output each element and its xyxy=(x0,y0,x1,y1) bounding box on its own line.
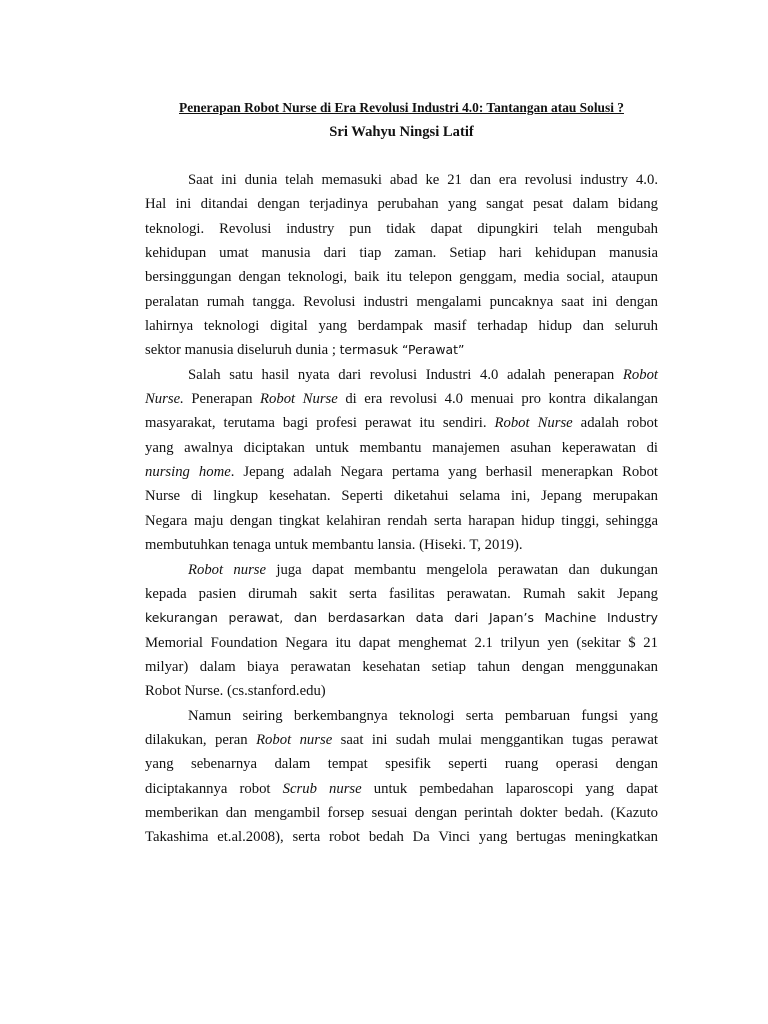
text-line: Nurse. Penerapan Robot Nurse di era revolusi 4.0 menuai pro kontra dikalangan xyxy=(145,391,658,408)
text-line: masyarakat, terutama bagi profesi perawat itu sendiri. Robot Nurse adalah robot xyxy=(145,415,658,432)
text-line: Hal ini ditandai dengan terjadinya perubahan yang sangat pesat dalam bidang xyxy=(145,196,658,213)
text-line: kekurangan perawat, dan berdasarkan data dari Japan’s Machine Industry xyxy=(145,610,658,626)
text-line: diciptakannya robot Scrub nurse untuk pembedahan laparoscopi yang dapat xyxy=(145,780,659,797)
document-page xyxy=(145,98,658,850)
document-title: Penerapan Robot Nurse di Era Revolusi Industri 4.0: Tantangan atau Solusi ? xyxy=(179,100,624,115)
spacer xyxy=(145,142,658,168)
text-line: yang sebenarnya dalam tempat spesifik seperti ruang operasi dengan xyxy=(145,756,658,773)
text-line: bersinggungan dengan teknologi, baik itu telepon genggam, media social, ataupun xyxy=(145,269,658,286)
paragraph-1 xyxy=(145,168,658,363)
text-line: milyar) dalam biaya perawatan kesehatan setiap tahun dengan menggunakan xyxy=(145,658,658,675)
text-line: Nurse di lingkup kesehatan. Seperti diketahui selama ini, Jepang merupakan xyxy=(145,488,658,505)
text-line: yang awalnya diciptakan untuk membantu manajemen asuhan keperawatan di xyxy=(145,439,658,456)
text-line: kepada pasien dirumah sakit serta fasilitas perawatan. Rumah sakit Jepang xyxy=(145,585,658,602)
text-line: memberikan dan mengambil forsep sesuai dengan perintah dokter bedah. (Kazuto xyxy=(145,804,658,821)
text-line: kehidupan umat manusia dari tiap zaman. Setiap hari kehidupan manusia xyxy=(145,245,658,262)
paragraph-4 xyxy=(145,704,658,850)
text-line: Salah satu hasil nyata dari revolusi Industri 4.0 adalah penerapan Robot xyxy=(188,366,658,383)
text-line: Namun seiring berkembangnya teknologi serta pembaruan fungsi yang xyxy=(188,707,658,724)
text-line: Negara maju dengan tingkat kelahiran rendah serta harapan hidup tinggi, sehingga xyxy=(145,512,658,529)
text-line: Takashima et.al.2008), serta robot bedah Da Vinci yang bertugas meningkatkan xyxy=(145,829,658,846)
text-line: membutuhkan tenaga untuk membantu lansia. (Hiseki. T, 2019). xyxy=(145,537,523,554)
text-line: Robot nurse juga dapat membantu mengelola perawatan dan dukungan xyxy=(188,561,658,578)
text-line: Robot Nurse. (cs.stanford.edu) xyxy=(145,683,326,700)
paragraph-2 xyxy=(145,363,658,558)
text-line: Saat ini dunia telah memasuki abad ke 21 dan era revolusi industry 4.0. xyxy=(188,172,658,188)
text-line: nursing home. Jepang adalah Negara pertama yang berhasil menerapkan Robot xyxy=(145,464,658,481)
text-line: lahirnya teknologi digital yang berdampak masif terhadap hidup dan seluruh xyxy=(145,318,658,335)
text-line: Memorial Foundation Negara itu dapat menghemat 2.1 trilyun yen (sekitar $ 21 xyxy=(145,634,658,651)
paragraph-3 xyxy=(145,558,658,704)
text-line: sektor manusia diseluruh dunia ; termasuk “Perawat” xyxy=(145,342,465,359)
text-line: peralatan rumah tangga. Revolusi industri mengalami puncaknya saat ini dengan xyxy=(145,293,658,310)
document-author: Sri Wahyu Ningsi Latif xyxy=(329,124,474,140)
text-line: dilakukan, peran Robot nurse saat ini sudah mulai menggantikan tugas perawat xyxy=(145,731,658,748)
text-line: teknologi. Revolusi industry pun tidak dapat dipungkiri telah mengubah xyxy=(145,220,658,237)
